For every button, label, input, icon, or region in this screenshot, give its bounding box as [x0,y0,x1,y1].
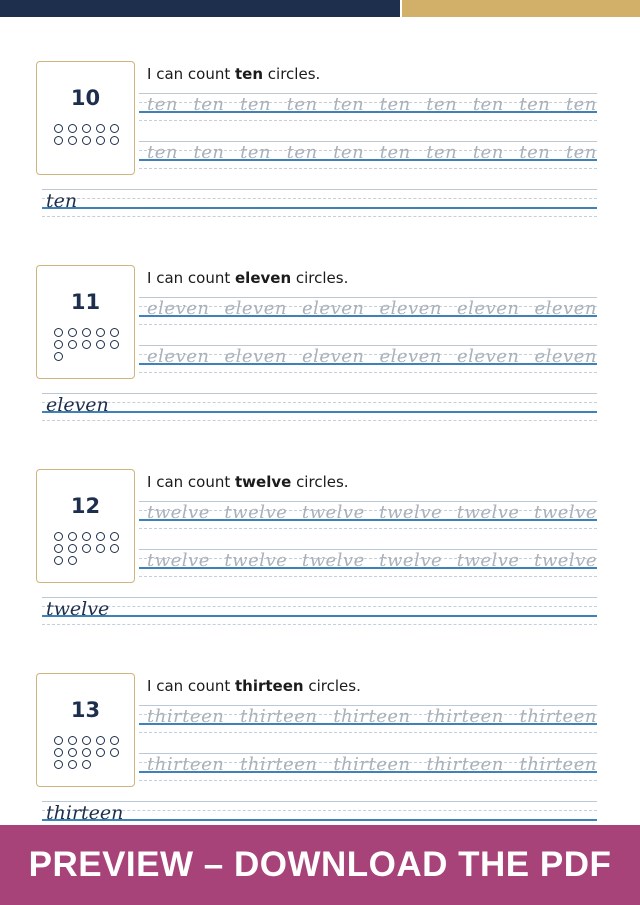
trace-word: thirteen [426,706,504,727]
trace-word: eleven [379,298,442,319]
trace-word: ten [472,142,504,163]
trace-word: ten [147,94,178,115]
count-circle [110,124,119,133]
trace-word: ten [519,142,551,163]
tracing-row [147,706,597,727]
count-circle [68,328,77,337]
top-bar-gold [402,0,640,17]
guide-line-desc [139,576,597,577]
trace-word: twelve [224,502,288,523]
count-circle [110,544,119,553]
worksheet-section [0,61,640,251]
count-circle [96,532,105,541]
caption-suffix: circles. [303,677,361,695]
trace-word: ten [193,142,225,163]
guide-line-desc [42,420,597,421]
guide-line-desc [139,120,597,121]
guide-line-top [42,189,597,190]
count-circle [96,328,105,337]
guide-line-desc [139,780,597,781]
count-circle [68,544,77,553]
trace-word: ten [379,142,411,163]
number-label: 12 [70,494,101,518]
trace-word: twelve [301,502,365,523]
top-bar-navy [0,0,400,17]
trace-word: eleven [302,298,365,319]
trace-word: eleven [534,346,597,367]
caption-suffix: circles. [291,473,349,491]
guide-line-desc [139,372,597,373]
count-circle [110,328,119,337]
count-circle [96,736,105,745]
caption-prefix: I can count [147,65,235,83]
tracing-row [147,346,597,367]
trace-word: thirteen [333,706,411,727]
handwriting-guide-lines [42,597,597,633]
guide-line-desc [42,216,597,217]
caption-number-word: ten [235,65,264,83]
trace-word: twelve [379,502,443,523]
guide-line-desc [139,732,597,733]
count-circle [54,340,63,349]
trace-word: eleven [147,298,210,319]
guide-line-base [42,615,597,617]
guide-line-desc [139,168,597,169]
trace-word: eleven [224,298,287,319]
trace-word: ten [240,142,272,163]
count-circle [82,748,91,757]
count-circle [110,532,119,541]
caption-prefix: I can count [147,677,235,695]
trace-word: ten [426,142,458,163]
instruction-text [147,65,320,83]
trace-word: ten [379,94,411,115]
trace-word: eleven [147,346,210,367]
guide-line-dash [42,810,597,811]
count-circle [82,532,91,541]
trace-word: eleven [534,298,597,319]
count-circle [82,760,91,769]
number-card [36,673,135,787]
count-circle [110,340,119,349]
worksheet-section [0,265,640,455]
trace-word: twelve [534,502,597,523]
trace-word: eleven [457,298,520,319]
count-circle [68,760,77,769]
number-label: 11 [70,290,101,314]
trace-word: thirteen [426,754,504,775]
trace-word: twelve [301,550,365,571]
instruction-text [147,269,348,287]
model-word: ten [46,190,78,212]
model-word: eleven [46,394,109,416]
tracing-row [147,94,597,115]
count-circle [110,136,119,145]
count-circle [82,340,91,349]
count-circle [68,340,77,349]
trace-word: eleven [457,346,520,367]
count-circle [96,136,105,145]
guide-line-top [42,597,597,598]
count-circle [54,328,63,337]
trace-word: thirteen [519,706,597,727]
trace-word: thirteen [519,754,597,775]
guide-line-dash [42,198,597,199]
guide-line-desc [139,324,597,325]
tracing-row [147,502,597,523]
guide-line-base [42,207,597,209]
guide-line-base [42,819,597,821]
number-label: 10 [70,86,101,110]
trace-word: ten [240,94,272,115]
model-word: twelve [46,598,110,620]
count-circle [68,136,77,145]
trace-word: ten [286,142,318,163]
count-circle [96,748,105,757]
count-circle [82,124,91,133]
count-circle [54,556,63,565]
worksheet-section [0,469,640,659]
trace-word: ten [286,94,318,115]
trace-word: eleven [379,346,442,367]
count-circle [54,736,63,745]
trace-word: twelve [379,550,443,571]
count-circle [68,748,77,757]
tracing-row [147,298,597,319]
count-circle [54,532,63,541]
trace-word: ten [519,94,551,115]
instruction-text [147,473,349,491]
count-circle [68,556,77,565]
trace-word: thirteen [240,754,318,775]
trace-word: thirteen [240,706,318,727]
count-circle [54,352,63,361]
count-circle [68,124,77,133]
number-card [36,469,135,583]
preview-download-banner[interactable]: PREVIEW – DOWNLOAD THE PDF [0,825,640,905]
count-circle [54,544,63,553]
trace-word: ten [333,142,365,163]
trace-word: ten [472,94,504,115]
trace-word: twelve [224,550,288,571]
handwriting-guide-lines [42,393,597,429]
trace-word: ten [193,94,225,115]
count-circle [82,328,91,337]
guide-line-top [42,393,597,394]
count-circle [68,736,77,745]
count-circle [54,760,63,769]
caption-number-word: eleven [235,269,292,287]
caption-number-word: thirteen [235,677,304,695]
trace-word: ten [565,94,597,115]
count-circle [110,736,119,745]
count-circle [54,748,63,757]
top-color-bar [0,0,640,17]
trace-word: ten [333,94,365,115]
trace-word: thirteen [147,754,225,775]
caption-prefix: I can count [147,269,235,287]
trace-word: ten [426,94,458,115]
count-circle [96,544,105,553]
caption-number-word: twelve [235,473,292,491]
handwriting-guide-lines [42,189,597,225]
guide-line-desc [139,528,597,529]
guide-line-dash [42,402,597,403]
trace-word: ten [565,142,597,163]
count-circle [82,736,91,745]
caption-suffix: circles. [291,269,349,287]
tracing-row [147,754,597,775]
count-circle [68,532,77,541]
guide-line-desc [42,624,597,625]
instruction-text [147,677,361,695]
count-circle [110,748,119,757]
guide-line-base [42,411,597,413]
tracing-row [147,550,597,571]
number-label: 13 [70,698,101,722]
count-circle [96,124,105,133]
trace-word: thirteen [147,706,225,727]
caption-suffix: circles. [263,65,321,83]
trace-word: twelve [147,502,210,523]
trace-word: twelve [147,550,210,571]
trace-word: twelve [456,550,520,571]
caption-prefix: I can count [147,473,235,491]
count-circle [54,124,63,133]
guide-line-top [42,801,597,802]
number-card [36,265,135,379]
count-circle [82,136,91,145]
trace-word: eleven [302,346,365,367]
trace-word: ten [147,142,178,163]
guide-line-dash [42,606,597,607]
tracing-row [147,142,597,163]
count-circle [82,544,91,553]
trace-word: eleven [224,346,287,367]
trace-word: thirteen [333,754,411,775]
trace-word: twelve [456,502,520,523]
model-word: thirteen [46,802,124,824]
count-circle [96,340,105,349]
count-circle [54,136,63,145]
number-card [36,61,135,175]
trace-word: twelve [534,550,597,571]
